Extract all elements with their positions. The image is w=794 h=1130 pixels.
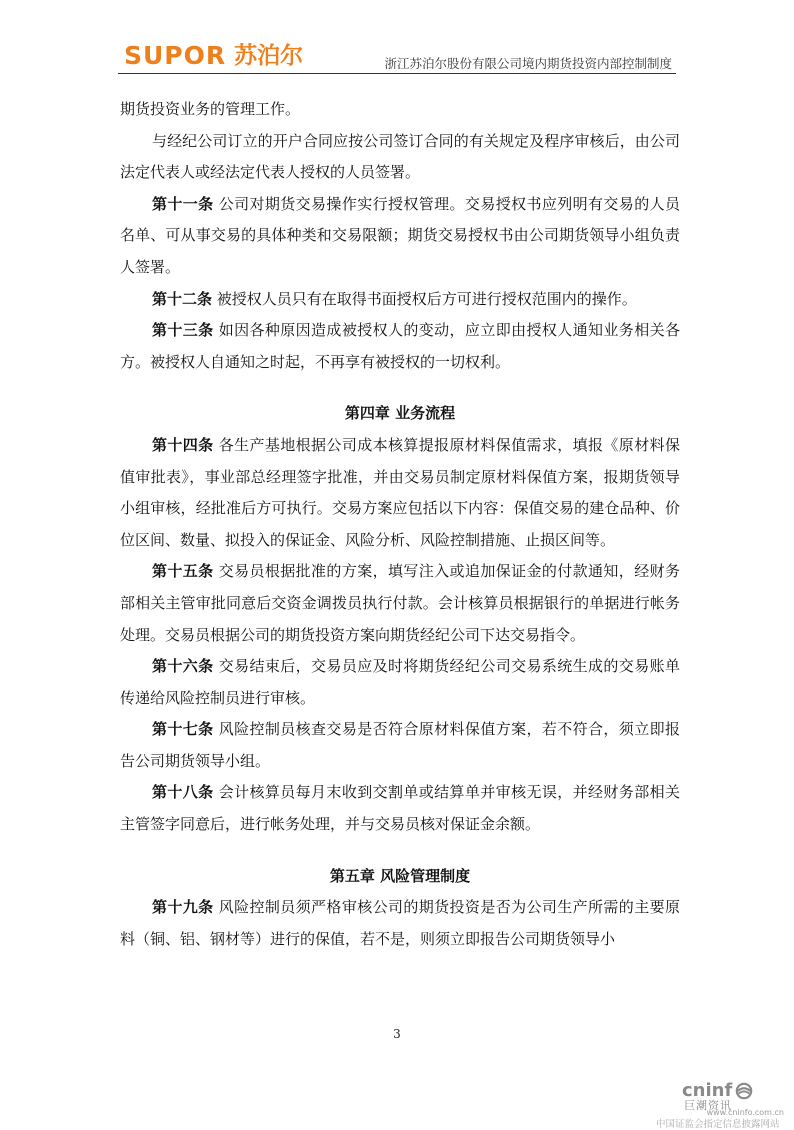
- cninfo-chinese-name: 巨潮资讯: [684, 1099, 732, 1112]
- article-19: [120, 892, 680, 955]
- article-label: 第十三条: [152, 321, 214, 340]
- logo-chinese-text: 苏泊尔: [234, 43, 304, 69]
- article-text: 各生产基地根据公司成本核算提报原材料保值需求，填报《原材料保值审批表》，事业部总经理签字批准，并由交易员制定原材料保值方案，报期货领导小组审核，经批准后方可执行。交易方案应包括以下内容：保值交易的建仓品种、价位区间、数量、拟投入的保证金、风险分析、风险控制措施、止损区间等。: [120, 435, 680, 549]
- cninfo-org-text: 中国证监会指定信息披露网站: [656, 1119, 780, 1130]
- article-12: [120, 284, 680, 316]
- article-16: [120, 651, 680, 714]
- article-14: [120, 430, 680, 556]
- article-text: 风险控制员核查交易是否符合原材料保值方案，若不符合，须立即报告公司期货领导小组。: [120, 720, 680, 770]
- header-divider: [118, 73, 676, 74]
- paragraph: 与经纪公司订立的开户合同应按公司签订合同的有关规定及程序审核后，由公司法定代表人或经法定代表人授权的人员签署。: [120, 131, 680, 182]
- article-label: 第十七条: [152, 720, 214, 739]
- paragraph: 期货投资业务的管理工作。: [120, 100, 301, 118]
- article-text: 交易员根据批准的方案，填写注入或追加保证金的付款通知，经财务部相关主管审批同意后交资金调拨员执行付款。会计核算员根据银行的单据进行帐务处理。交易员根据公司的期货投资方案向期货经纪公司下达交易指令。: [120, 562, 680, 644]
- article-label: 第十二条: [152, 289, 213, 308]
- article-text: 如因各种原因造成被授权人的变动，应立即由授权人通知业务相关各方。被授权人自通知之时起，不再享有被授权的一切权利。: [120, 321, 680, 371]
- article-11: [120, 189, 680, 284]
- article-label: 第十九条: [152, 898, 214, 917]
- cninfo-url: www.cninfo.com.cn: [706, 1108, 784, 1117]
- article-text: 风险控制员须严格审核公司的期货投资是否为公司生产所需的主要原料（铜、铝、钢材等）进行的保值，若不是，则须立即报告公司期货领导小: [120, 898, 680, 948]
- cninfo-watermark: [650, 1080, 794, 1130]
- document-body: [120, 94, 680, 955]
- cninfo-logo-text: cninf: [682, 1080, 733, 1101]
- article-17: [120, 714, 680, 777]
- article-text: 会计核算员每月末收到交割单或结算单并审核无误，并经财务部相关主管签字同意后，进行帐务处理，并与交易员核对保证金余额。: [120, 783, 680, 834]
- chapter-heading: 第四章 业务流程: [344, 404, 456, 423]
- page-header: [118, 38, 676, 72]
- logo-latin-text: SUPOR: [124, 41, 227, 70]
- article-text: 公司对期货交易操作实行授权管理。交易授权书应列明有交易的人员名单、可从事交易的具体种类和交易限额；期货交易授权书由公司期货领导小组负责人签署。: [120, 194, 680, 276]
- article-label: 第十八条: [152, 783, 214, 802]
- document-title: 浙江苏泊尔股份有限公司境内期货投资内部控制制度: [384, 56, 672, 71]
- cninfo-swirl-icon: [735, 1082, 753, 1100]
- article-label: 第十五条: [152, 562, 214, 581]
- article-label: 第十一条: [152, 194, 214, 213]
- article-label: 第十四条: [152, 435, 214, 454]
- page-number: 3: [393, 1027, 401, 1041]
- article-text: 被授权人员只有在取得书面授权后方可进行授权范围内的操作。: [216, 289, 637, 308]
- article-text: 交易结束后，交易员应及时将期货经纪公司交易系统生成的交易账单传递给风险控制员进行审核。: [120, 657, 680, 707]
- article-label: 第十六条: [152, 657, 214, 676]
- article-15: [120, 556, 680, 651]
- article-13: [120, 315, 680, 378]
- chapter-heading: 第五章 风险管理制度: [329, 866, 471, 885]
- supor-logo: [124, 42, 303, 70]
- article-18: [120, 777, 680, 840]
